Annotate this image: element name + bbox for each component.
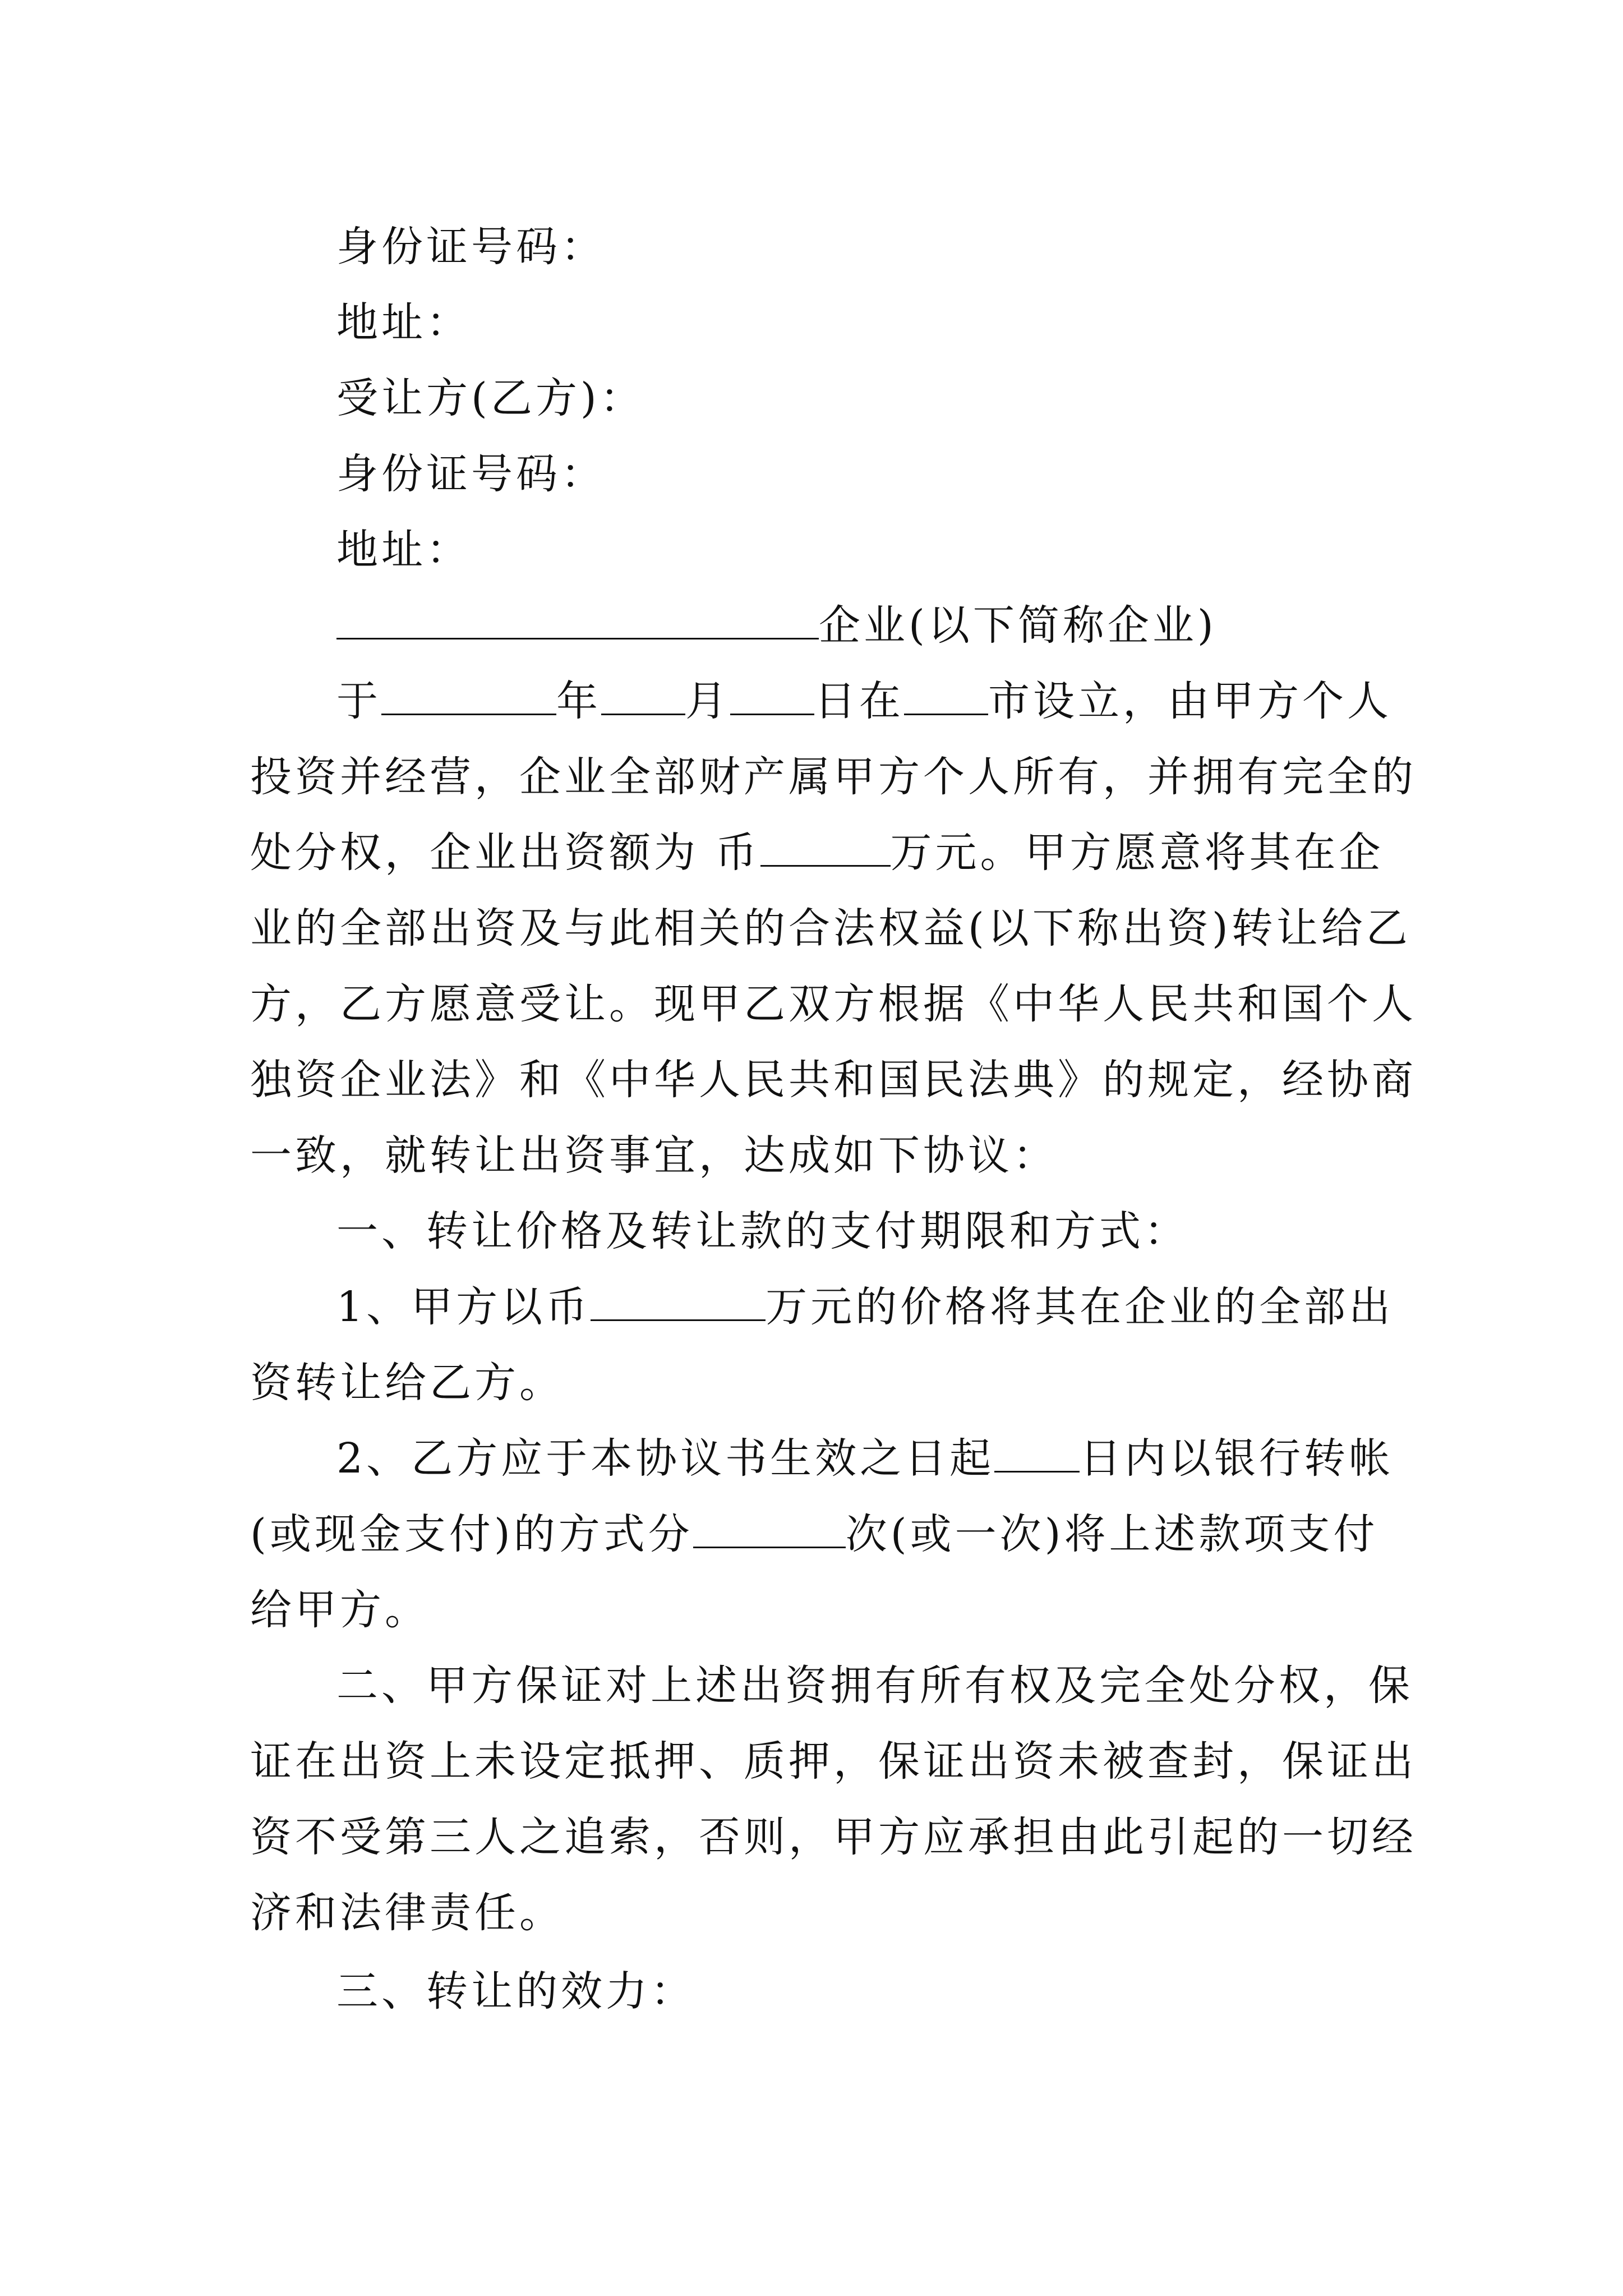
seller-address-label: 地址： (336, 298, 471, 347)
body-line: 一致，就转让出资事宜，达成如下协议： (250, 1131, 1058, 1180)
section-heading-1: 一、转让价格及转让款的支付期限和方式： (336, 1207, 1189, 1255)
establishment-date-line: 于 年 月 日在 市设立，由甲方个人 (336, 673, 1392, 729)
body-line: 业的全部出资及与此相关的合法权益(以下称出资)转让给乙 (250, 904, 1411, 953)
buyer-id-number-label: 身份证号码： (336, 450, 606, 498)
enterprise-name-blank (336, 599, 819, 639)
transferee-label: 受让方(乙方)： (336, 374, 645, 422)
body-line: 给甲方。 (250, 1586, 430, 1634)
installments-blank (693, 1507, 846, 1548)
body-line: 济和法律责任。 (250, 1889, 564, 1937)
body-line: 证在出资上未设定抵押、质押，保证出资未被查封，保证出 (250, 1737, 1417, 1786)
day-blank (730, 674, 814, 715)
body-line: 资不受第三人之追索，否则，甲方应承担由此引起的一切经 (250, 1813, 1417, 1861)
year-blank (381, 674, 556, 715)
capital-amount-line: 处分权，企业出资额为 币 万元。甲方愿意将其在企 (250, 825, 1384, 881)
body-line: 方，乙方愿意受让。现甲乙双方根据《中华人民共和国个人 (250, 980, 1417, 1028)
payment-days-blank (994, 1432, 1080, 1473)
clause-1-2-line: 2、乙方应于本协议书生效之日起 日内以银行转帐 (336, 1430, 1394, 1487)
body-line: 独资企业法》和《中华人民共和国民法典》的规定，经协商 (250, 1056, 1417, 1104)
body-line: 资转让给乙方。 (250, 1359, 564, 1407)
section-heading-3: 三、转让的效力： (336, 1967, 695, 2016)
seller-id-number-label: 身份证号码： (336, 223, 606, 271)
capital-amount-blank (760, 826, 891, 867)
city-blank (904, 674, 988, 715)
enterprise-name-line: 企业(以下简称企业) (336, 597, 1217, 654)
clause-1-1-line: 1、甲方以币 万元的价格将其在企业的全部出 (336, 1279, 1394, 1335)
price-blank (591, 1280, 766, 1321)
month-blank (601, 674, 685, 715)
section-heading-2: 二、甲方保证对上述出资拥有所有权及完全处分权，保 (336, 1662, 1413, 1710)
installments-line: (或现金支付)的方式分 次(或一次)将上述款项支付 (250, 1506, 1378, 1562)
buyer-address-label: 地址： (336, 526, 471, 574)
body-line: 投资并经营，企业全部财产属甲方个人所有，并拥有完全的 (250, 753, 1417, 801)
